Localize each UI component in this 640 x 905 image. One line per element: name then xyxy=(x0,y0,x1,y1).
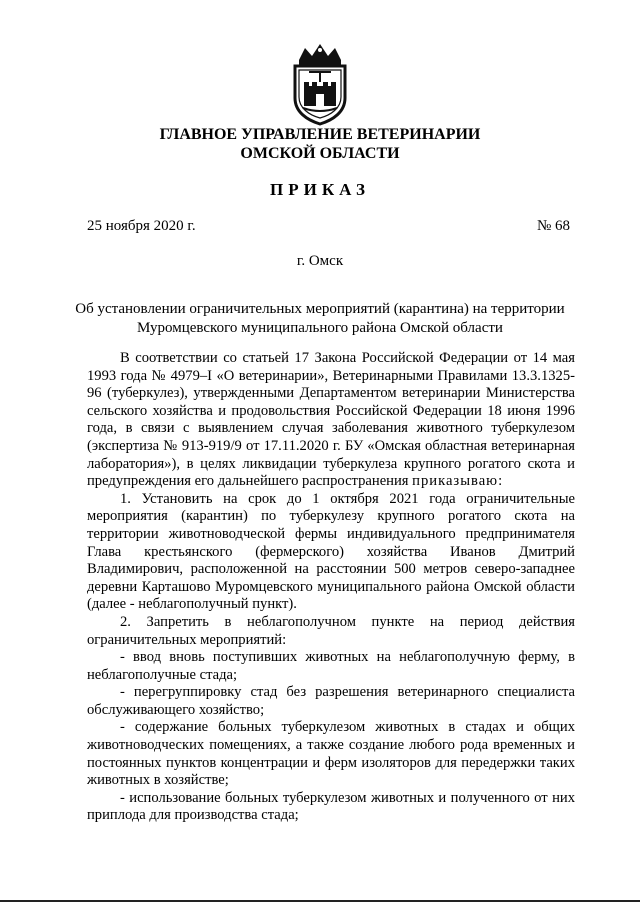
document-type: ПРИКАЗ xyxy=(270,180,370,199)
subject-line-1: Об установлении ограничительных мероприятий (карантина) на территории xyxy=(75,301,565,317)
document-city: г. Омск xyxy=(296,253,344,269)
organization-name-line-1: ГЛАВНОЕ УПРАВЛЕНИЕ ВЕТЕРИНАРИИ xyxy=(159,126,481,143)
bullet-2: - перегруппировку стад без разрешения ветеринарного специалиста обслуживающего хозяйство; xyxy=(87,684,575,718)
document-body xyxy=(87,350,575,825)
subject-line-2: Муромцевского муниципального района Омской области xyxy=(137,320,503,336)
intro-text: В соответствии со статьей 17 Закона Российской Федерации от 14 мая 1993 года № 4979–I «О ветеринарии», Ветеринарными Правилами 13.3.1325-96 (туберкулез), утвержденными Департаментом ветеринарии Министерства сельского хозяйства и продовольствия Российской Федерации 18 июня 1996 года, в связи с выявлением случая заболевания животного туберкулезом (экспертиза № 913-919/9 от 17.11.2020 г. БУ «Омская областная ветеринарная лаборатория»), в целях ликвидации туберкулеза крупного рогатого скота и предупреждения его дальнейшего распространения xyxy=(87,350,575,490)
document-subject xyxy=(60,300,580,338)
bullet-1: - ввод вновь поступивших животных на неблагополучную ферму, в неблагополучные стада; xyxy=(87,649,575,683)
item-2-paragraph: 2. Запретить в неблагополучном пункте на период действия ограничительных мероприятий: xyxy=(87,613,575,648)
scan-bottom-edge-line xyxy=(0,900,640,902)
bullet-4: - использование больных туберкулезом животных и полученного от них приплода для производства стада; xyxy=(87,789,575,824)
bullet-3: - содержание больных туберкулезом животных в стадах и общих животноводческих помещениях, а также создание любого рода временных и постоянных пунктов концентрации и ферм изоляторов для передержки таких животных в хозяйстве; xyxy=(87,719,575,789)
organization-name-line-2: ОМСКОЙ ОБЛАСТИ xyxy=(240,145,400,162)
item-1-paragraph: 1. Установить на срок до 1 октября 2021 года ограничительные мероприятия (карантин) по туберкулезу крупного рогатого скота на территории животноводческой фермы индивидуального предпринимателя Глава крестьянского (фермерского) хозяйства Иванов Дмитрий Владимирович, расположенной на расстоянии 500 метров северо-западнее деревни Карташово Муромцевского муниципального района Омской области (далее - неблагополучный пункт). xyxy=(87,490,575,613)
omsk-coat-of-arms-emblem xyxy=(285,42,355,126)
intro-paragraph xyxy=(87,350,575,491)
organization-name xyxy=(0,125,640,163)
document-date: 25 ноября 2020 г. xyxy=(87,218,196,234)
document-number: № 68 xyxy=(536,218,570,234)
intro-command: приказываю: xyxy=(412,473,504,490)
